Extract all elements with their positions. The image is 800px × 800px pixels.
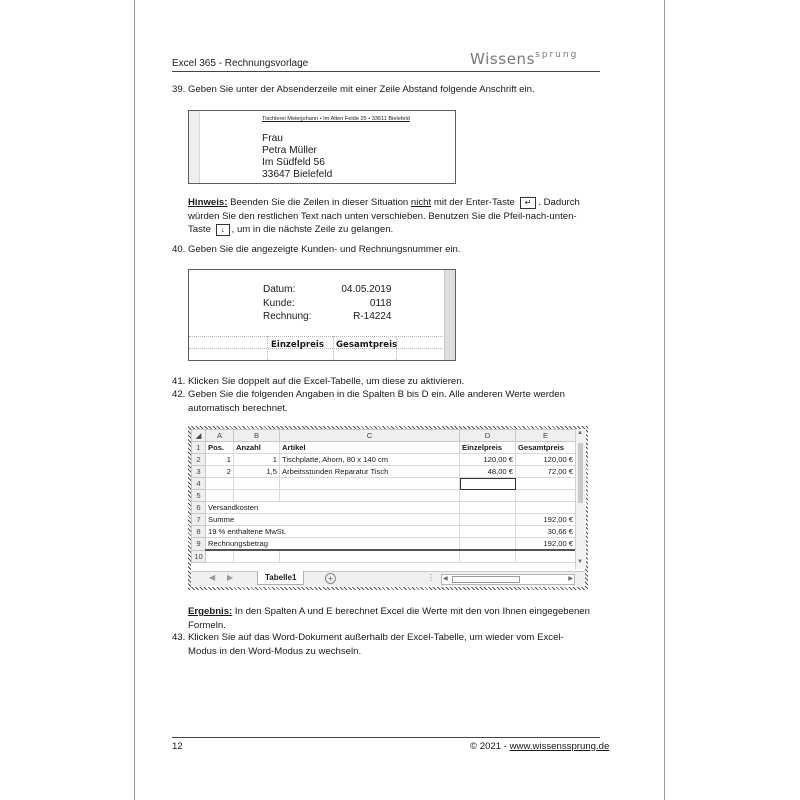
cell[interactable] (234, 478, 280, 490)
cell[interactable]: Gesamtpreis (516, 442, 576, 454)
scroll-left-icon[interactable]: ◀ (443, 576, 448, 582)
cell[interactable] (206, 490, 234, 502)
step-39: 39. Geben Sie unter der Absenderzeile mit einer Zeile Abstand folgende Anschrift ein. (172, 84, 535, 95)
col-einzelpreis: Einzelpreis (271, 340, 324, 350)
cell[interactable]: 2 (206, 466, 234, 478)
down-arrow-key-icon: ↓ (216, 224, 230, 236)
cell[interactable] (280, 550, 460, 562)
address-line: 33647 Bielefeld (262, 169, 333, 180)
table-row (192, 526, 576, 538)
table-gridline (267, 336, 268, 360)
address-line: Im Südfeld 56 (262, 157, 325, 168)
cell[interactable] (460, 526, 516, 538)
step-41: 41. Klicken Sie doppelt auf die Excel-Tabelle, um diese zu aktivieren. (172, 376, 465, 387)
col-header-c[interactable]: C (280, 430, 460, 442)
row-header[interactable]: 10 (192, 550, 206, 562)
column-header-row (192, 430, 576, 442)
address-line: Petra Müller (262, 145, 317, 156)
table-row (192, 442, 576, 454)
tab-next-icon[interactable]: ▶ (227, 573, 234, 582)
cell[interactable] (280, 490, 460, 502)
cell[interactable]: Rechnungsbetrag (206, 538, 460, 551)
row-header[interactable]: 7 (192, 514, 206, 526)
table-row (192, 490, 576, 502)
cell[interactable]: 48,00 € (460, 466, 516, 478)
enter-key-icon: ↵ (520, 197, 537, 209)
address-line: Frau (262, 133, 283, 144)
brand-logo: Wissens$^{sprung}$ (470, 50, 579, 68)
cell[interactable] (460, 502, 516, 514)
result-label: Ergebnis: (188, 606, 233, 617)
footer-copyright: © 2021 - www.wissenssprung.de (470, 741, 610, 752)
cell[interactable] (460, 514, 516, 526)
cell[interactable] (516, 550, 576, 562)
step-43: 43. Klicken Sie auf das Word-Dokument außerhalb der Excel-Tabelle, um wieder vom Excel- Modus in den Word-Modus zu wechseln. (172, 632, 564, 657)
cell[interactable]: 72,00 € (516, 466, 576, 478)
col-header-b[interactable]: B (234, 430, 280, 442)
step-40: 40. Geben Sie die angezeigte Kunden- und Rechnungsnummer ein. (172, 244, 461, 255)
sheet-tab-tabelle1[interactable]: Tabelle1 (257, 571, 304, 585)
cell[interactable]: Pos. (206, 442, 234, 454)
sender-line: Tischlerei Meierjohann • Im Alten Felde 25 • 33611 Bielefeld (262, 116, 410, 122)
cell[interactable]: 192,00 € (516, 514, 576, 526)
add-sheet-icon[interactable]: + (325, 573, 336, 584)
hint-label: Hinweis: (188, 197, 228, 208)
cell[interactable] (234, 550, 280, 562)
cell[interactable] (516, 478, 576, 490)
excel-grid (191, 429, 576, 563)
table-gridline (333, 336, 334, 360)
cell[interactable]: 1 (206, 454, 234, 466)
col-header-d[interactable]: D (460, 430, 516, 442)
selected-cell[interactable] (460, 478, 516, 490)
tab-prev-icon[interactable]: ◀ (209, 573, 216, 582)
address-screenshot (188, 110, 456, 184)
cell[interactable]: Versandkosten (206, 502, 460, 514)
cell[interactable] (460, 490, 516, 502)
page-number: 12 (172, 741, 183, 752)
cell[interactable]: Einzelpreis (460, 442, 516, 454)
select-all-corner[interactable]: ◢ (192, 430, 206, 442)
col-header-e[interactable]: E (516, 430, 576, 442)
row-header[interactable]: 6 (192, 502, 206, 514)
cell[interactable] (234, 490, 280, 502)
scroll-up-icon[interactable]: ▲ (577, 430, 583, 436)
cell[interactable] (460, 550, 516, 562)
excel-worksheet (191, 429, 585, 587)
header-rule (172, 71, 600, 72)
hint-paragraph: Hinweis: Beenden Sie die Zeilen in dieser Situation nicht mit der Enter-Taste ↵ . Dadurch würden Sie den restlichen Text nach unten verschieben. Benutzen Sie die Pfeil-nach-unten- Taste ↓ , um in die nächste Zeile zu gelangen. (188, 197, 580, 235)
row-header[interactable]: 4 (192, 478, 206, 490)
invoice-meta-table: Datum: 04.05.2019 Kunde: 0118 Rechnung: R-14224 (263, 284, 392, 322)
table-row (192, 454, 576, 466)
cell[interactable]: Artikel (280, 442, 460, 454)
cell[interactable] (206, 478, 234, 490)
cell[interactable] (206, 550, 234, 562)
table-row (192, 502, 576, 514)
ruler-bar (189, 111, 200, 183)
table-row (192, 538, 576, 551)
cell[interactable] (460, 538, 516, 551)
table-row (192, 466, 576, 478)
vertical-scrollbar[interactable] (575, 429, 586, 569)
cell[interactable]: 1,5 (234, 466, 280, 478)
recipient-address (262, 133, 332, 181)
step-42: 42. Geben Sie die folgenden Angaben in die Spalten B bis D ein. Alle anderen Werte werden automatisch berechnet. (172, 389, 565, 414)
cell[interactable] (280, 478, 460, 490)
cell[interactable]: Anzahl (234, 442, 280, 454)
excel-embedded-object[interactable] (188, 426, 588, 590)
table-row (192, 514, 576, 526)
row-header[interactable]: 5 (192, 490, 206, 502)
invoice-meta-screenshot (188, 269, 456, 361)
cell[interactable]: 30,66 € (516, 526, 576, 538)
col-gesamtpreis: Gesamtpreis (336, 340, 398, 350)
cell[interactable] (516, 502, 576, 514)
cell[interactable] (516, 490, 576, 502)
scroll-thumb[interactable] (578, 443, 583, 503)
col-header-a[interactable]: A (206, 430, 234, 442)
table-row (192, 550, 576, 562)
table-row (192, 478, 576, 490)
cell[interactable]: 1 (234, 454, 280, 466)
horizontal-scrollbar[interactable] (441, 574, 575, 585)
scroll-down-icon[interactable]: ▼ (577, 559, 583, 565)
cell[interactable]: 120,00 € (460, 454, 516, 466)
scroll-thumb[interactable] (452, 576, 520, 583)
table-gridline (189, 336, 447, 337)
footer-rule (172, 737, 600, 738)
row-header[interactable]: 8 (192, 526, 206, 538)
cell[interactable]: 19 % enthaltene MwSt. (206, 526, 460, 538)
row-header[interactable]: 1 (192, 442, 206, 454)
scroll-bar (444, 270, 455, 360)
row-header[interactable]: 2 (192, 454, 206, 466)
cell[interactable]: 192,00 € (516, 538, 576, 551)
tab-split-icon[interactable]: ⋮ (427, 573, 435, 582)
result-paragraph: Ergebnis: In den Spalten A und E berechnet Excel die Werte mit den von Ihnen eingegebenen Formeln. (188, 606, 590, 631)
cell[interactable]: Arbeitsstunden Reparatur Tisch (280, 466, 460, 478)
sheet-tab-bar (191, 571, 585, 586)
cell[interactable]: Summe (206, 514, 460, 526)
website-link[interactable]: www.wissenssprung.de (509, 741, 610, 752)
cell[interactable]: Tischplatte, Ahorn, 80 x 140 cm (280, 454, 460, 466)
scroll-right-icon[interactable]: ▶ (568, 576, 573, 582)
header-title: Excel 365 - Rechnungsvorlage (172, 58, 309, 69)
cell[interactable]: 120,00 € (516, 454, 576, 466)
row-header[interactable]: 3 (192, 466, 206, 478)
row-header[interactable]: 9 (192, 538, 206, 551)
